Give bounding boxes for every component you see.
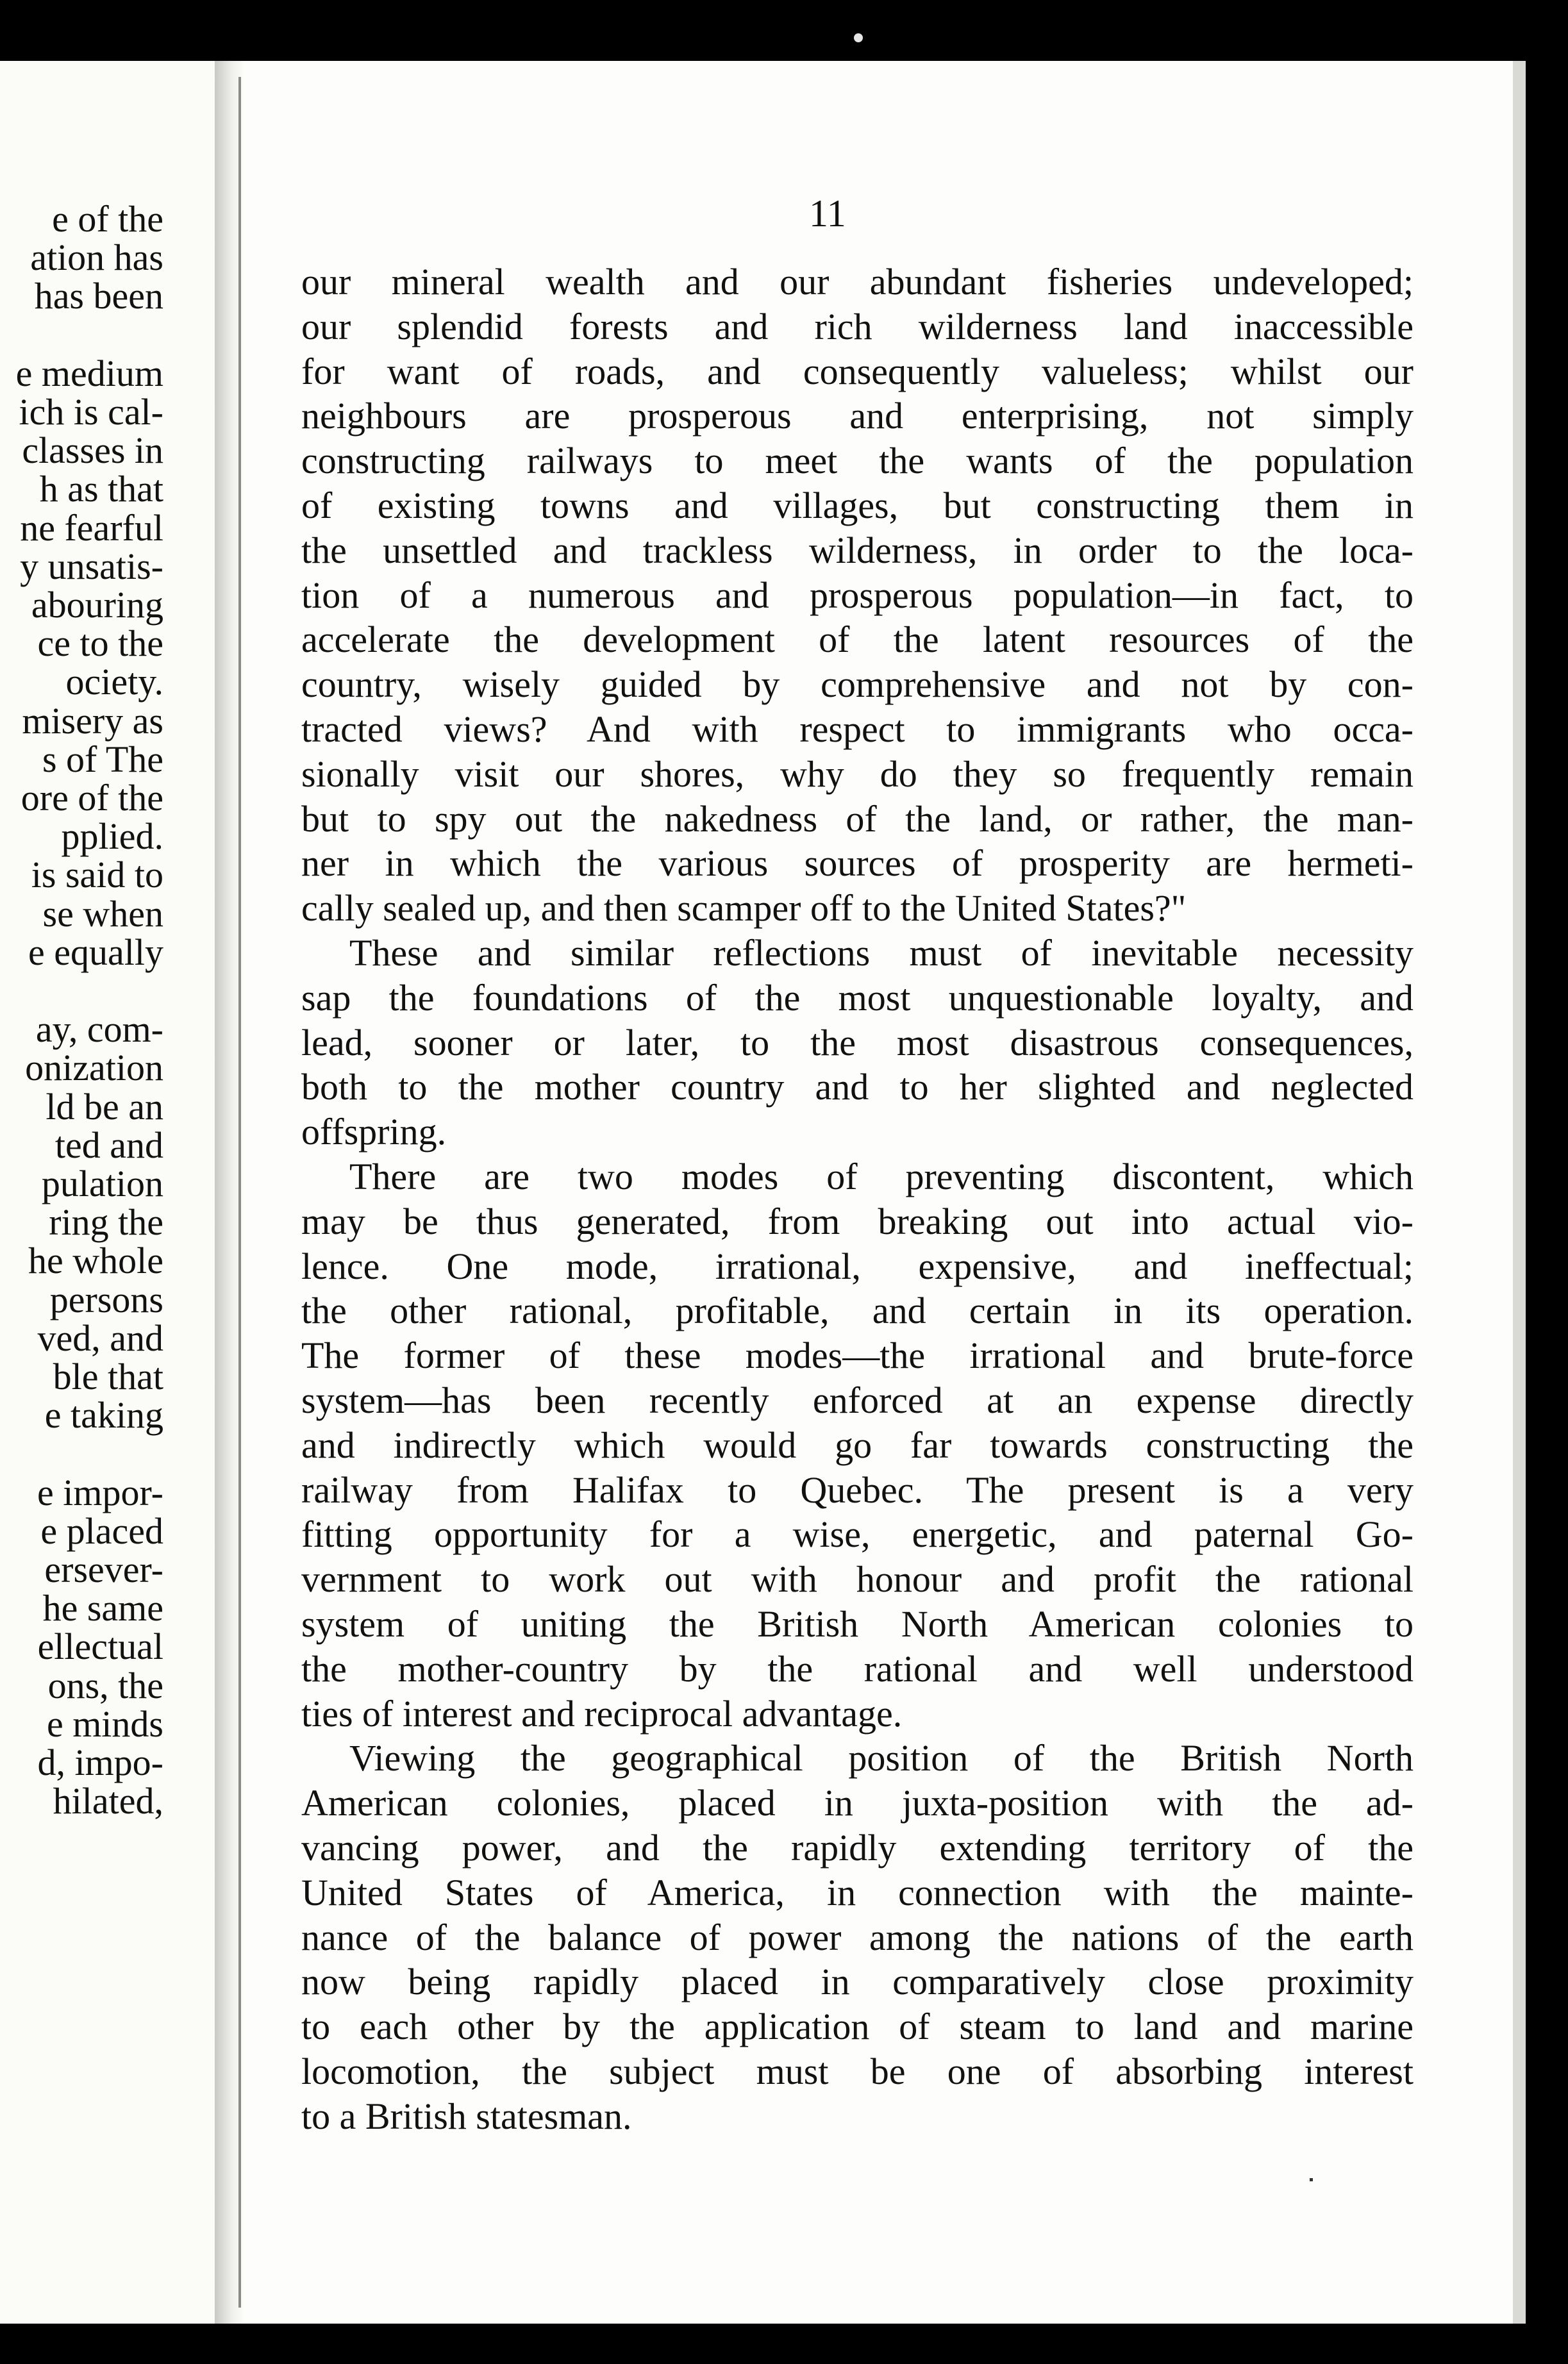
left-page-line: ersever- [44,1549,163,1590]
text-line: railway from Halifax to Quebec. The present is a very [301,1469,1414,1511]
left-page-line: he same [42,1587,163,1629]
text-line: constructing railways to meet the wants of the population [301,440,1414,482]
text-line: for want of roads, and consequently valueless; whilst our [301,350,1414,392]
left-page-line: e minds [46,1702,163,1745]
text-line: to a British statesman. [301,2095,632,2137]
left-page-line: pulation [41,1163,163,1204]
left-page-line: abouring [31,584,163,626]
left-page-line: ore of the [21,777,163,819]
left-page-line: e of the [52,198,163,240]
left-page-line: he whole [28,1240,163,1282]
page-number: 11 [809,192,846,235]
page-edge [1513,61,1526,2324]
left-page-line: has been [34,275,163,317]
left-page-line: e taking [44,1394,163,1436]
text-line: fitting opportunity for a wise, energetic, and paternal Go- [301,1513,1414,1556]
left-page-line: e impor- [37,1471,163,1513]
text-line: offspring. [301,1111,447,1153]
left-page-line: ld be an [46,1085,163,1128]
text-line: Viewing the geographical position of the British North [349,1737,1414,1779]
left-page-line: persons [49,1278,163,1320]
scan-speck [854,33,863,42]
text-line: now being rapidly placed in comparatively close proximity [301,1961,1414,2003]
text-line: the unsettled and trackless wilderness, in order to the loca- [301,529,1414,571]
left-page-line: y unsatis- [20,545,163,587]
text-line: sap the foundations of the most unquestionable loyalty, and [301,976,1414,1019]
text-line: lence. One mode, irrational, expensive, and ineffectual; [301,1245,1414,1287]
text-line: to each other by the application of steam to land and marine [301,2006,1414,2048]
text-line: sionally visit our shores, why do they so frequently remain [301,753,1414,795]
text-line: American colonies, placed in juxta-position with the ad- [301,1782,1414,1824]
text-line: vancing power, and the rapidly extending territory of the [301,1827,1414,1869]
text-line: nance of the balance of power among the nations of the earth [301,1916,1414,1958]
text-line: our splendid forests and rich wilderness land inaccessible [301,305,1414,347]
left-page-line: ce to the [37,622,163,665]
left-page-line: ble that [53,1356,163,1397]
text-line: the other rational, profitable, and certain in its operation. [301,1290,1414,1332]
text-line: neighbours are prosperous and enterprising, not simply [301,395,1414,437]
text-line: There are two modes of preventing discontent, which [349,1156,1414,1197]
left-page-line: se when [42,892,163,935]
left-page-line: ne fearful [20,506,163,549]
text-line: tracted views? And with respect to immigrants who occa- [301,708,1414,750]
left-page-line: d, impo- [37,1742,163,1783]
text-line: the mother-country by the rational and well understood [301,1647,1414,1690]
left-page-line: ons, the [47,1664,163,1706]
left-page-line: ellectual [37,1626,163,1668]
left-page-line: pplied. [61,815,163,858]
text-line: and indirectly which would go far towards constructing the [301,1424,1414,1466]
text-line: may be thus generated, from breaking out into actual vio- [301,1200,1414,1242]
text-line: country, wisely guided by comprehensive and not by con- [301,663,1414,706]
text-line: The former of these modes—the irrational and brute-force [301,1335,1414,1377]
left-page-line: ring the [49,1201,163,1244]
text-line: locomotion, the subject must be one of absorbing interest [301,2051,1414,2092]
left-page-line: ation has [30,237,163,279]
text-line: lead, sooner or later, to the most disastrous consequences, [301,1021,1414,1063]
left-page-line: e equally [28,931,163,973]
ink-speck [1310,2178,1313,2181]
text-line: accelerate the development of the latent resources of the [301,619,1414,661]
text-line: ties of interest and reciprocal advantage. [301,1692,903,1735]
left-page-line: ociety. [65,661,163,703]
left-page-fragment [0,61,215,2324]
left-page-line: h as that [39,468,163,510]
left-page-line: e medium [15,352,163,394]
text-line: cally sealed up, and then scamper off to the United States?" [301,887,1187,929]
text-line: ner in which the various sources of prosperity are hermeti- [301,842,1414,885]
text-line: of existing towns and villages, but constructing them in [301,485,1414,526]
left-page-line: hilated, [53,1780,163,1822]
left-page-line: classes in [22,429,163,472]
gutter-edge [238,77,241,2308]
text-line: system—has been recently enforced at an expense directly [301,1379,1414,1421]
text-line: tion of a numerous and prosperous population—in fact, to [301,574,1414,616]
left-page-line: ved, and [37,1317,163,1359]
left-page-line: misery as [22,699,163,742]
left-page-line: e placed [40,1510,163,1552]
text-line: both to the mother country and to her slighted and neglected [301,1066,1414,1108]
text-line: vernment to work out with honour and profit the rational [301,1558,1414,1601]
left-page-line: s of The [42,738,163,780]
text-line: These and similar reflections must of inevitable necessity [349,932,1414,974]
text-line: system of uniting the British North American colonies to [301,1603,1414,1645]
left-page-line: is said to [31,854,163,896]
left-page-line: ay, com- [35,1008,163,1051]
text-line: but to spy out the nakedness of the land, or rather, the man- [301,797,1414,840]
text-line: United States of America, in connection with the mainte- [301,1871,1414,1913]
left-page-line: ted and [54,1124,163,1166]
left-page-line: onization [25,1047,163,1089]
text-line: our mineral wealth and our abundant fisheries undeveloped; [301,261,1414,303]
left-page-line: ich is cal- [19,391,163,433]
